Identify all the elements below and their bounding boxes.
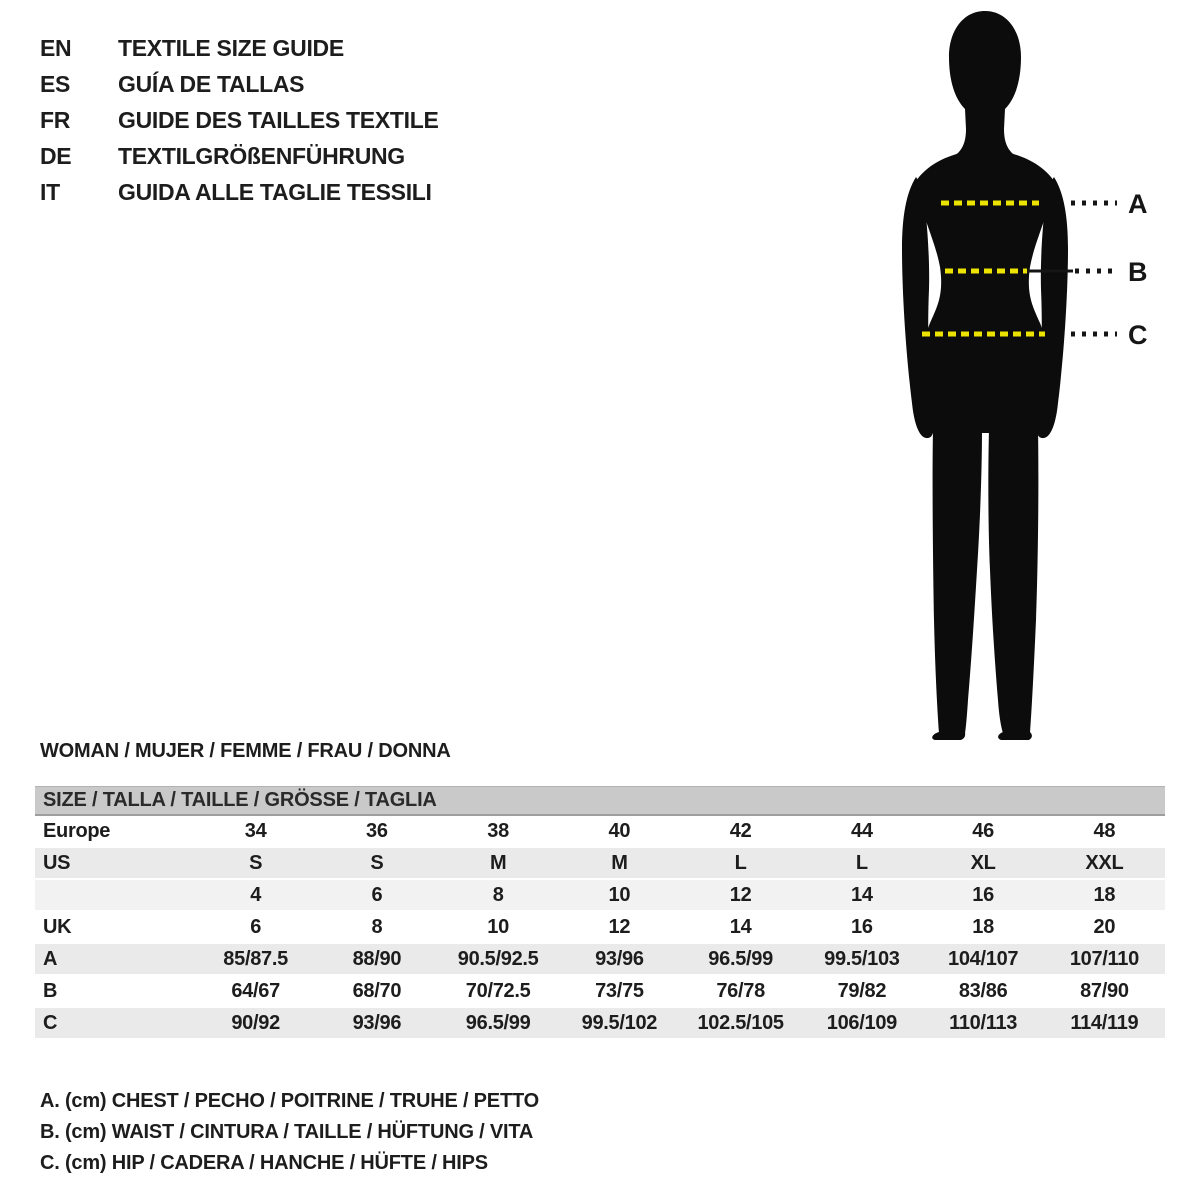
size-cell: L	[801, 847, 922, 879]
size-cell: 110/113	[923, 1007, 1044, 1039]
table-row	[35, 879, 1165, 911]
legend-line: C. (cm) HIP / CADERA / HANCHE / HÜFTE / HIPS	[40, 1152, 488, 1174]
size-cell: 114/119	[1044, 1007, 1165, 1039]
language-code: FR	[40, 106, 71, 133]
silhouette-left-leg	[933, 429, 982, 733]
size-cell: L	[680, 847, 801, 879]
size-cell: 99.5/103	[801, 943, 922, 975]
size-cell: S	[316, 847, 437, 879]
size-cell: 87/90	[1044, 975, 1165, 1007]
size-cell: 70/72.5	[438, 975, 559, 1007]
size-cell: 73/75	[559, 975, 680, 1007]
table-row	[35, 847, 1165, 879]
size-cell: 76/78	[680, 975, 801, 1007]
size-cell: 38	[438, 815, 559, 847]
marker-label-b: B	[1128, 257, 1148, 287]
woman-silhouette-svg	[875, 5, 1175, 740]
size-cell: 40	[559, 815, 680, 847]
language-label: TEXTILGRÖßENFÜHRUNG	[118, 142, 405, 169]
language-code: DE	[40, 142, 72, 169]
size-cell: 46	[923, 815, 1044, 847]
size-cell: 12	[680, 879, 801, 911]
size-cell: 85/87.5	[195, 943, 316, 975]
size-cell: 16	[801, 911, 922, 943]
size-cell: 44	[801, 815, 922, 847]
size-cell: 88/90	[316, 943, 437, 975]
size-table-body	[35, 815, 1165, 1039]
size-cell: 18	[1044, 879, 1165, 911]
size-cell: 104/107	[923, 943, 1044, 975]
silhouette-right-foot	[998, 732, 1032, 740]
marker-label-c: C	[1128, 320, 1148, 350]
size-cell: 10	[438, 911, 559, 943]
size-table-header-row	[35, 787, 1165, 816]
row-label: UK	[35, 911, 195, 943]
language-label: GUIDA ALLE TAGLIE TESSILI	[118, 178, 432, 205]
size-table	[35, 786, 1165, 1040]
row-label	[35, 879, 195, 911]
size-cell: XL	[923, 847, 1044, 879]
size-cell: 14	[680, 911, 801, 943]
language-label: TEXTILE SIZE GUIDE	[118, 34, 344, 61]
size-cell: 4	[195, 879, 316, 911]
size-cell: 14	[801, 879, 922, 911]
language-code: IT	[40, 178, 60, 205]
size-cell: S	[195, 847, 316, 879]
size-cell: 34	[195, 815, 316, 847]
table-row	[35, 815, 1165, 847]
legend-line: B. (cm) WAIST / CINTURA / TAILLE / HÜFTUNG / VITA	[40, 1121, 534, 1143]
size-cell: 68/70	[316, 975, 437, 1007]
language-list	[40, 30, 439, 210]
legend-line: A. (cm) CHEST / PECHO / POITRINE / TRUHE / PETTO	[40, 1090, 539, 1112]
size-cell: 18	[923, 911, 1044, 943]
row-label: C	[35, 1007, 195, 1039]
silhouette-head	[949, 11, 1021, 157]
size-cell: 10	[559, 879, 680, 911]
table-row	[35, 1007, 1165, 1039]
size-cell: 12	[559, 911, 680, 943]
language-code: EN	[40, 34, 72, 61]
woman-silhouette	[902, 11, 1068, 740]
woman-silhouette-figure	[875, 5, 1175, 740]
language-row	[40, 66, 439, 102]
measure-legend	[40, 1090, 539, 1183]
size-cell: 102.5/105	[680, 1007, 801, 1039]
size-cell: 93/96	[559, 943, 680, 975]
row-label: B	[35, 975, 195, 1007]
language-row	[40, 138, 439, 174]
size-cell: 106/109	[801, 1007, 922, 1039]
size-cell: 90/92	[195, 1007, 316, 1039]
table-row	[35, 943, 1165, 975]
size-cell: 79/82	[801, 975, 922, 1007]
size-cell: 48	[1044, 815, 1165, 847]
size-cell: 20	[1044, 911, 1165, 943]
language-code: ES	[40, 70, 71, 97]
language-row	[40, 102, 439, 138]
size-cell: 107/110	[1044, 943, 1165, 975]
size-cell: 96.5/99	[680, 943, 801, 975]
size-cell: M	[438, 847, 559, 879]
size-cell: 16	[923, 879, 1044, 911]
language-label: GUIDE DES TAILLES TEXTILE	[118, 106, 439, 133]
silhouette-torso	[916, 153, 1054, 433]
marker-label-a: A	[1128, 189, 1148, 219]
size-cell: 8	[438, 879, 559, 911]
section-title-woman: WOMAN / MUJER / FEMME / FRAU / DONNA	[40, 740, 451, 762]
silhouette-right-leg	[988, 429, 1038, 733]
size-cell: M	[559, 847, 680, 879]
size-cell: 93/96	[316, 1007, 437, 1039]
table-row	[35, 975, 1165, 1007]
row-label: A	[35, 943, 195, 975]
row-label: US	[35, 847, 195, 879]
size-table-header: SIZE / TALLA / TAILLE / GRÖSSE / TAGLIA	[35, 787, 1165, 816]
size-cell: 83/86	[923, 975, 1044, 1007]
silhouette-left-foot	[932, 732, 965, 740]
size-cell: 36	[316, 815, 437, 847]
size-cell: 99.5/102	[559, 1007, 680, 1039]
language-row	[40, 174, 439, 210]
row-label: Europe	[35, 815, 195, 847]
size-cell: XXL	[1044, 847, 1165, 879]
table-row	[35, 911, 1165, 943]
size-cell: 6	[195, 911, 316, 943]
size-cell: 90.5/92.5	[438, 943, 559, 975]
size-cell: 64/67	[195, 975, 316, 1007]
language-label: GUÍA DE TALLAS	[118, 70, 305, 97]
size-cell: 8	[316, 911, 437, 943]
size-cell: 96.5/99	[438, 1007, 559, 1039]
size-cell: 42	[680, 815, 801, 847]
size-cell: 6	[316, 879, 437, 911]
language-row	[40, 30, 439, 66]
